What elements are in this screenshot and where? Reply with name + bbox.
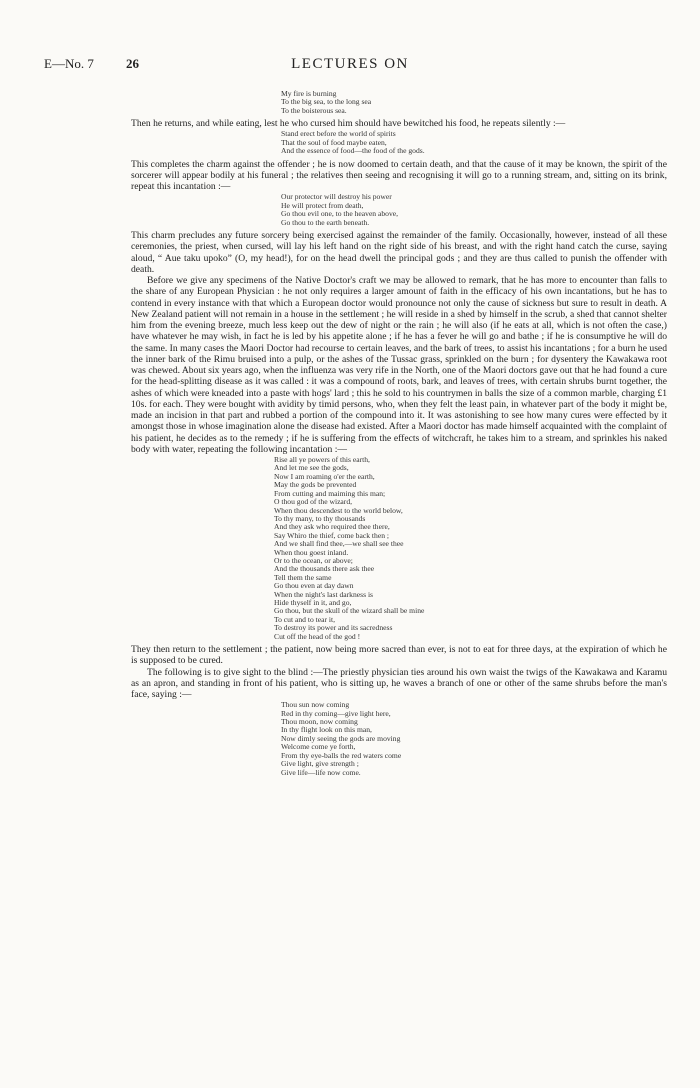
- page-number: 26: [126, 56, 139, 71]
- verse-line: From cutting and maiming this man;: [274, 488, 386, 498]
- paragraph-charm-complete: This completes the charm against the offender ; he is now doomed to certain death, and that the cause of it may be known, the spirit of the sorcerer will appear bodily at his funeral ; the relatives then seeing and recognising it will go to a running stream, and, sitting on its brink, repeat this incantation :—: [131, 158, 667, 193]
- document-reference: E—No. 7: [44, 56, 94, 71]
- verse-line: Stand erect before the world of spirits: [281, 129, 396, 139]
- verse-line: Go thou to the earth beneath.: [281, 217, 370, 227]
- verse-protector: [131, 193, 667, 227]
- verse-line: To the boisterous sea.: [281, 105, 347, 115]
- verse-line: And let me see the gods,: [274, 463, 349, 473]
- verse-fire-burning: [131, 90, 667, 115]
- verse-line: In thy flight look on this man,: [281, 725, 372, 735]
- verse-line: To the big sea, to the long sea: [281, 97, 372, 107]
- verse-line: Go thou evil one, to the heaven above,: [281, 209, 399, 219]
- verse-line: Go thou, but the skull of the wizard shall be mine: [274, 606, 425, 616]
- verse-line: Thou moon, now coming: [281, 717, 358, 727]
- verse-line: Cut off the head of the god !: [274, 631, 361, 641]
- verse-line: And they ask who required thee there,: [274, 522, 390, 532]
- verse-line: Our protector will destroy his power: [281, 192, 392, 202]
- verse-line: When thou descendest to the world below,: [274, 505, 403, 515]
- running-title: LECTURES ON: [291, 56, 409, 72]
- verse-line: Give life—life now come.: [281, 767, 361, 777]
- verse-line: And the thousands there ask thee: [274, 564, 375, 574]
- verse-sun-coming: [131, 701, 667, 777]
- page-body: [131, 89, 667, 780]
- verse-line: And the essence of food—the food of the gods.: [281, 146, 425, 156]
- verse-line: Now I am roaming o'er the earth,: [274, 471, 375, 481]
- verse-line: Thou sun now coming: [281, 700, 350, 710]
- verse-line: Tell them the same: [274, 572, 332, 582]
- page-header: [0, 56, 700, 78]
- verse-line: And we shall find thee,—we shall see thee: [274, 539, 404, 549]
- verse-line: To thy many, to thy thousands: [274, 513, 366, 523]
- verse-line: Red in thy coming—give light here,: [281, 708, 391, 718]
- paragraph-sight-blind: The following is to give sight to the blind :—The priestly physician ties around his own waist the twigs of the Kawakawa and Karamu as an apron, and standing in front of his patient, who is sitting up, he waves a branch of one or other of the same shrubs before the man's face, saying :—: [131, 666, 667, 700]
- verse-line: My fire is burning: [281, 89, 337, 98]
- verse-rise-powers: [131, 456, 667, 641]
- verse-line: Rise all ye powers of this earth,: [274, 455, 370, 465]
- verse-line: That the soul of food maybe eaten,: [281, 137, 387, 147]
- paragraph-returns-eating: Then he returns, and while eating, lest he who cursed him should have bewitched his food, he repeats silently :—: [131, 118, 566, 130]
- verse-line: To destroy its power and its sacredness: [274, 623, 393, 633]
- verse-line: O thou god of the wizard,: [274, 497, 353, 507]
- verse-line: Or to the ocean, or above;: [274, 555, 353, 565]
- verse-line: He will protect from death,: [281, 200, 364, 210]
- verse-line: Now dimly seeing the gods are moving: [281, 733, 401, 743]
- verse-stand-erect: [131, 130, 667, 155]
- verse-line: Welcome come ye forth,: [281, 742, 356, 752]
- verse-line: May the gods be prevented: [274, 480, 357, 490]
- verse-line: To cut and to tear it,: [274, 614, 336, 624]
- paragraph-native-doctor: Before we give any specimens of the Native Doctor's craft we may be allowed to remark, that he has more to encounter than falls to the share of any European Physician : he not only requires a larger amount of faith in the efficacy of his own incantations, but he has to contend in every instance with that which a European doctor would pronounce not only the cause of sickness but sure to result in death. A New Zealand patient will not remain in a house in the settlement ; he will reside in a shed by himself in the scrub, a shed that cannot shelter him from the evening breeze, much less keep out the dew of night or the rain ; he will also (if he eats at all, which is not often the case,) have whatever he may wish, in fact he is led by his appetite alone ; if he has a fever he will go and bathe ; if he is consumptive he will do the same. In many cases the Maori Doctor had recourse to certain leaves, and the bark of trees, to assist his incantations ; for a burn he used the inner bark of the Rimu bruised into a pulp, or the ashes of the Tussac grass, sprinkled on the burn ; for dysentery the Kawakawa root was chewed. About six years ago, when the influenza was very rife in the North, one of the Maori doctors gave out that he had found a cure for the head-splitting disease as it was called : it was a compound of roots, bark, and leaves of trees, with certain shrubs burnt together, the ashes of which were kneaded into a paste with hogs' lard ; this he sold to his countrymen in balls the size of a common marble, charging £1 10s. for each. They were bought with avidity by timid persons, who, when they felt the least pain, in whatever part of the body it might be, made an incision in that part and rubbed a portion of the compound into it. It was astonishing to see how many cures were effected by it amongst those in whose imagination alone the disease had existed. After a Maori doctor has made himself acquainted with the complaint of his patient, he decides as to the remedy ; if he is suffering from the effects of witchcraft, he takes him to a stream, and sprinkles his naked body with water, repeating the following incantation :—: [131, 275, 668, 455]
- verse-line: Go thou even at day dawn: [274, 581, 354, 591]
- verse-line: When the night's last darkness is: [274, 589, 374, 599]
- verse-line: Give light, give strength ;: [281, 759, 359, 769]
- verse-line: Hide thyself in it, and go,: [274, 597, 352, 607]
- verse-line: When thou goest inland.: [274, 547, 349, 557]
- paragraph-return-settlement: They then return to the settlement ; the patient, now being more sacred than ever, is not to eat for three days, at the expiration of which he is supposed to be cured.: [131, 644, 667, 667]
- verse-line: Say Whiro the thief, come back then ;: [274, 530, 389, 540]
- paragraph-charm-precludes: This charm precludes any future sorcery being exercised against the remainder of the family. Occasionally, however, instead of all these ceremonies, the priest, when cursed, will lay his left hand on the right side of his breast, and with the right hand catch the curse, saying aloud, “ Aue taku upoko” (O, my head!), for on the head dwell the principal gods ; and they are thus called to punish the offender with death.: [131, 230, 667, 275]
- verse-line: From thy eye-balls the red waters come: [281, 750, 402, 760]
